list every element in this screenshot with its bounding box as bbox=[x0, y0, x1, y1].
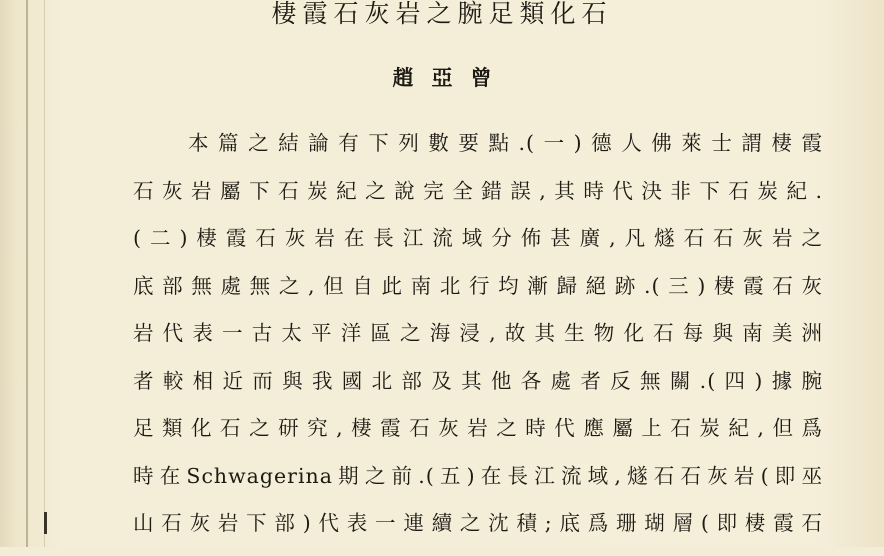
text-line: 山石灰岩下部)代表一連續之沈積;底爲珊瑚層(即棲霞石 bbox=[133, 511, 823, 535]
text-line: 時在Schwagerina期之前.(五)在長江流域,燧石石灰岩(即巫 bbox=[133, 463, 823, 488]
text-line: (二)棲霞石灰岩在長江流域分佈甚廣,凡燧石石灰岩之 bbox=[133, 226, 823, 250]
text-line: 者較相近而與我國北部及其他各處者反無關.(四)據腕 bbox=[133, 368, 823, 393]
body-paragraph bbox=[133, 128, 823, 556]
page-edge-mark bbox=[44, 512, 47, 534]
text-line: 岩代表一古太平洋區之海浸,故其生物化石每與南美洲 bbox=[133, 321, 823, 345]
text-line: 本篇之結論有下列數要點.(一)德人佛萊士謂棲霞 bbox=[188, 131, 823, 155]
article-title: 棲霞石灰岩之腕足類化石 bbox=[271, 0, 613, 28]
text-line: 底部無處無之,但自此南北行均漸歸絕跡.(三)棲霞石灰 bbox=[133, 273, 823, 298]
text-line: 石灰岩屬下石炭紀之說完全錯誤,其時代決非下石炭紀. bbox=[133, 178, 823, 203]
text-line: 足類化石之研究,棲霞石灰岩之時代應屬上石炭紀,但爲 bbox=[133, 416, 823, 440]
author-name: 趙亞曾 bbox=[392, 65, 510, 90]
